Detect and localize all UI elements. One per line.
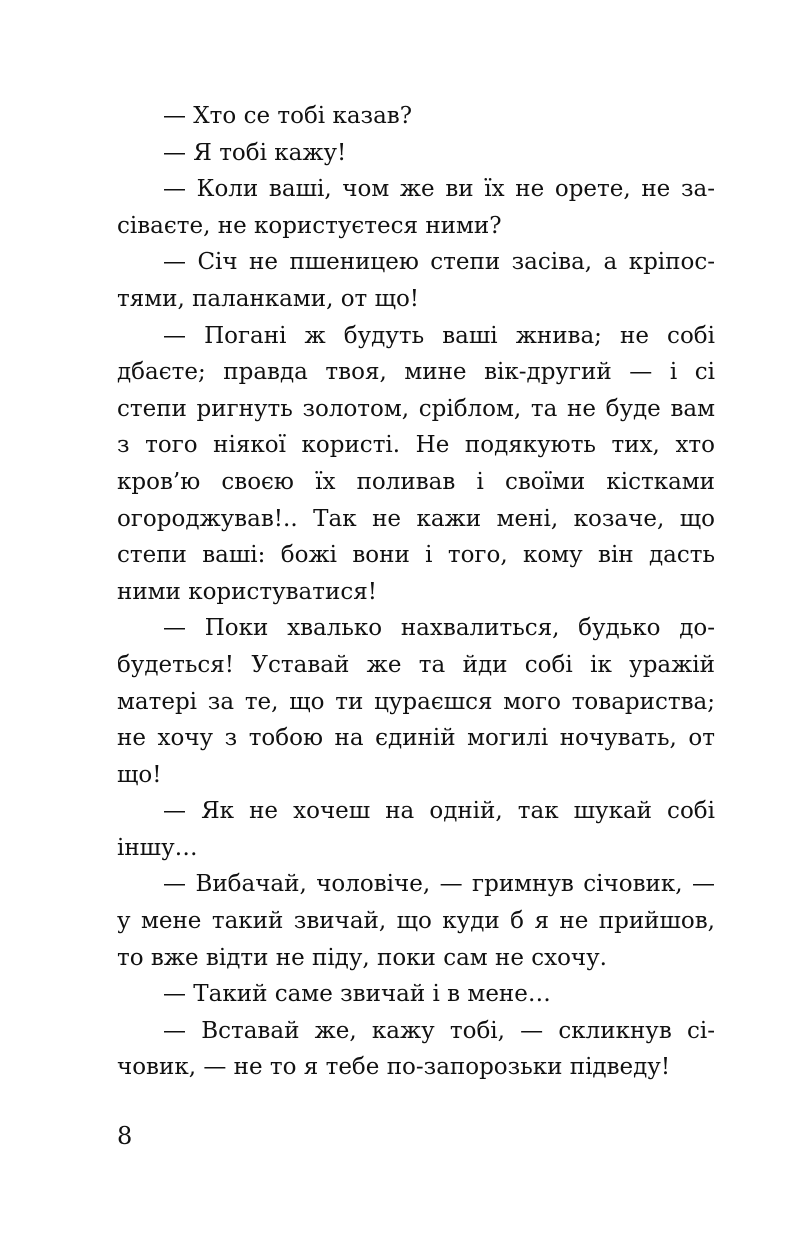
paragraph-7: — Як не хочеш на одній, так шукай собі іншу… [117, 798, 715, 861]
paragraph-3: — Коли ваші, чом же ви їх не орете, не засіваєте, не користуєтеся ними? [117, 176, 715, 239]
paragraph-5: — Погані ж будуть ваші жнива; не собі дбаєте; правда твоя, мине вік-другий — і сі степи ригнуть золотом, сріблом, та не буде вам з того ніякої користі. Не подякують тих, хто кров’ю своєю їх поливав і своїми кістками огороджував!.. Так не кажи мені, козаче, що степи ваші: божі вони і того, кому він дасть ними користуватися! [117, 322, 715, 605]
paragraph-9: — Такий саме звичай і в мене… [163, 981, 551, 1008]
paragraph-2: — Я тобі кажу! [163, 139, 347, 166]
paragraph-6: — Поки хвалько нахвалиться, будько добудеться! Уставай же та йди собі ік уражій матері за те, що ти цураєшся мого товариства; не хочу з тобою на єдиній могилі ночувать, от що! [117, 615, 715, 788]
page-number: 8 [117, 1122, 133, 1150]
paragraph-4: — Січ не пшеницею степи засіва, а кріпостями, паланками, от що! [117, 249, 715, 312]
paragraph-1: — Хто се тобі казав? [163, 103, 413, 129]
paragraph-8: — Вибачай, чоловіче, — гримнув січовик, — у мене такий звичай, що куди б я не прийшов, то вже відти не піду, поки сам не схочу. [117, 871, 715, 971]
page-text [117, 98, 715, 1086]
paragraph-10: — Вставай же, кажу тобі, — скликнув січовик, — не то я тебе по-запорозьки підведу! [117, 1017, 715, 1081]
